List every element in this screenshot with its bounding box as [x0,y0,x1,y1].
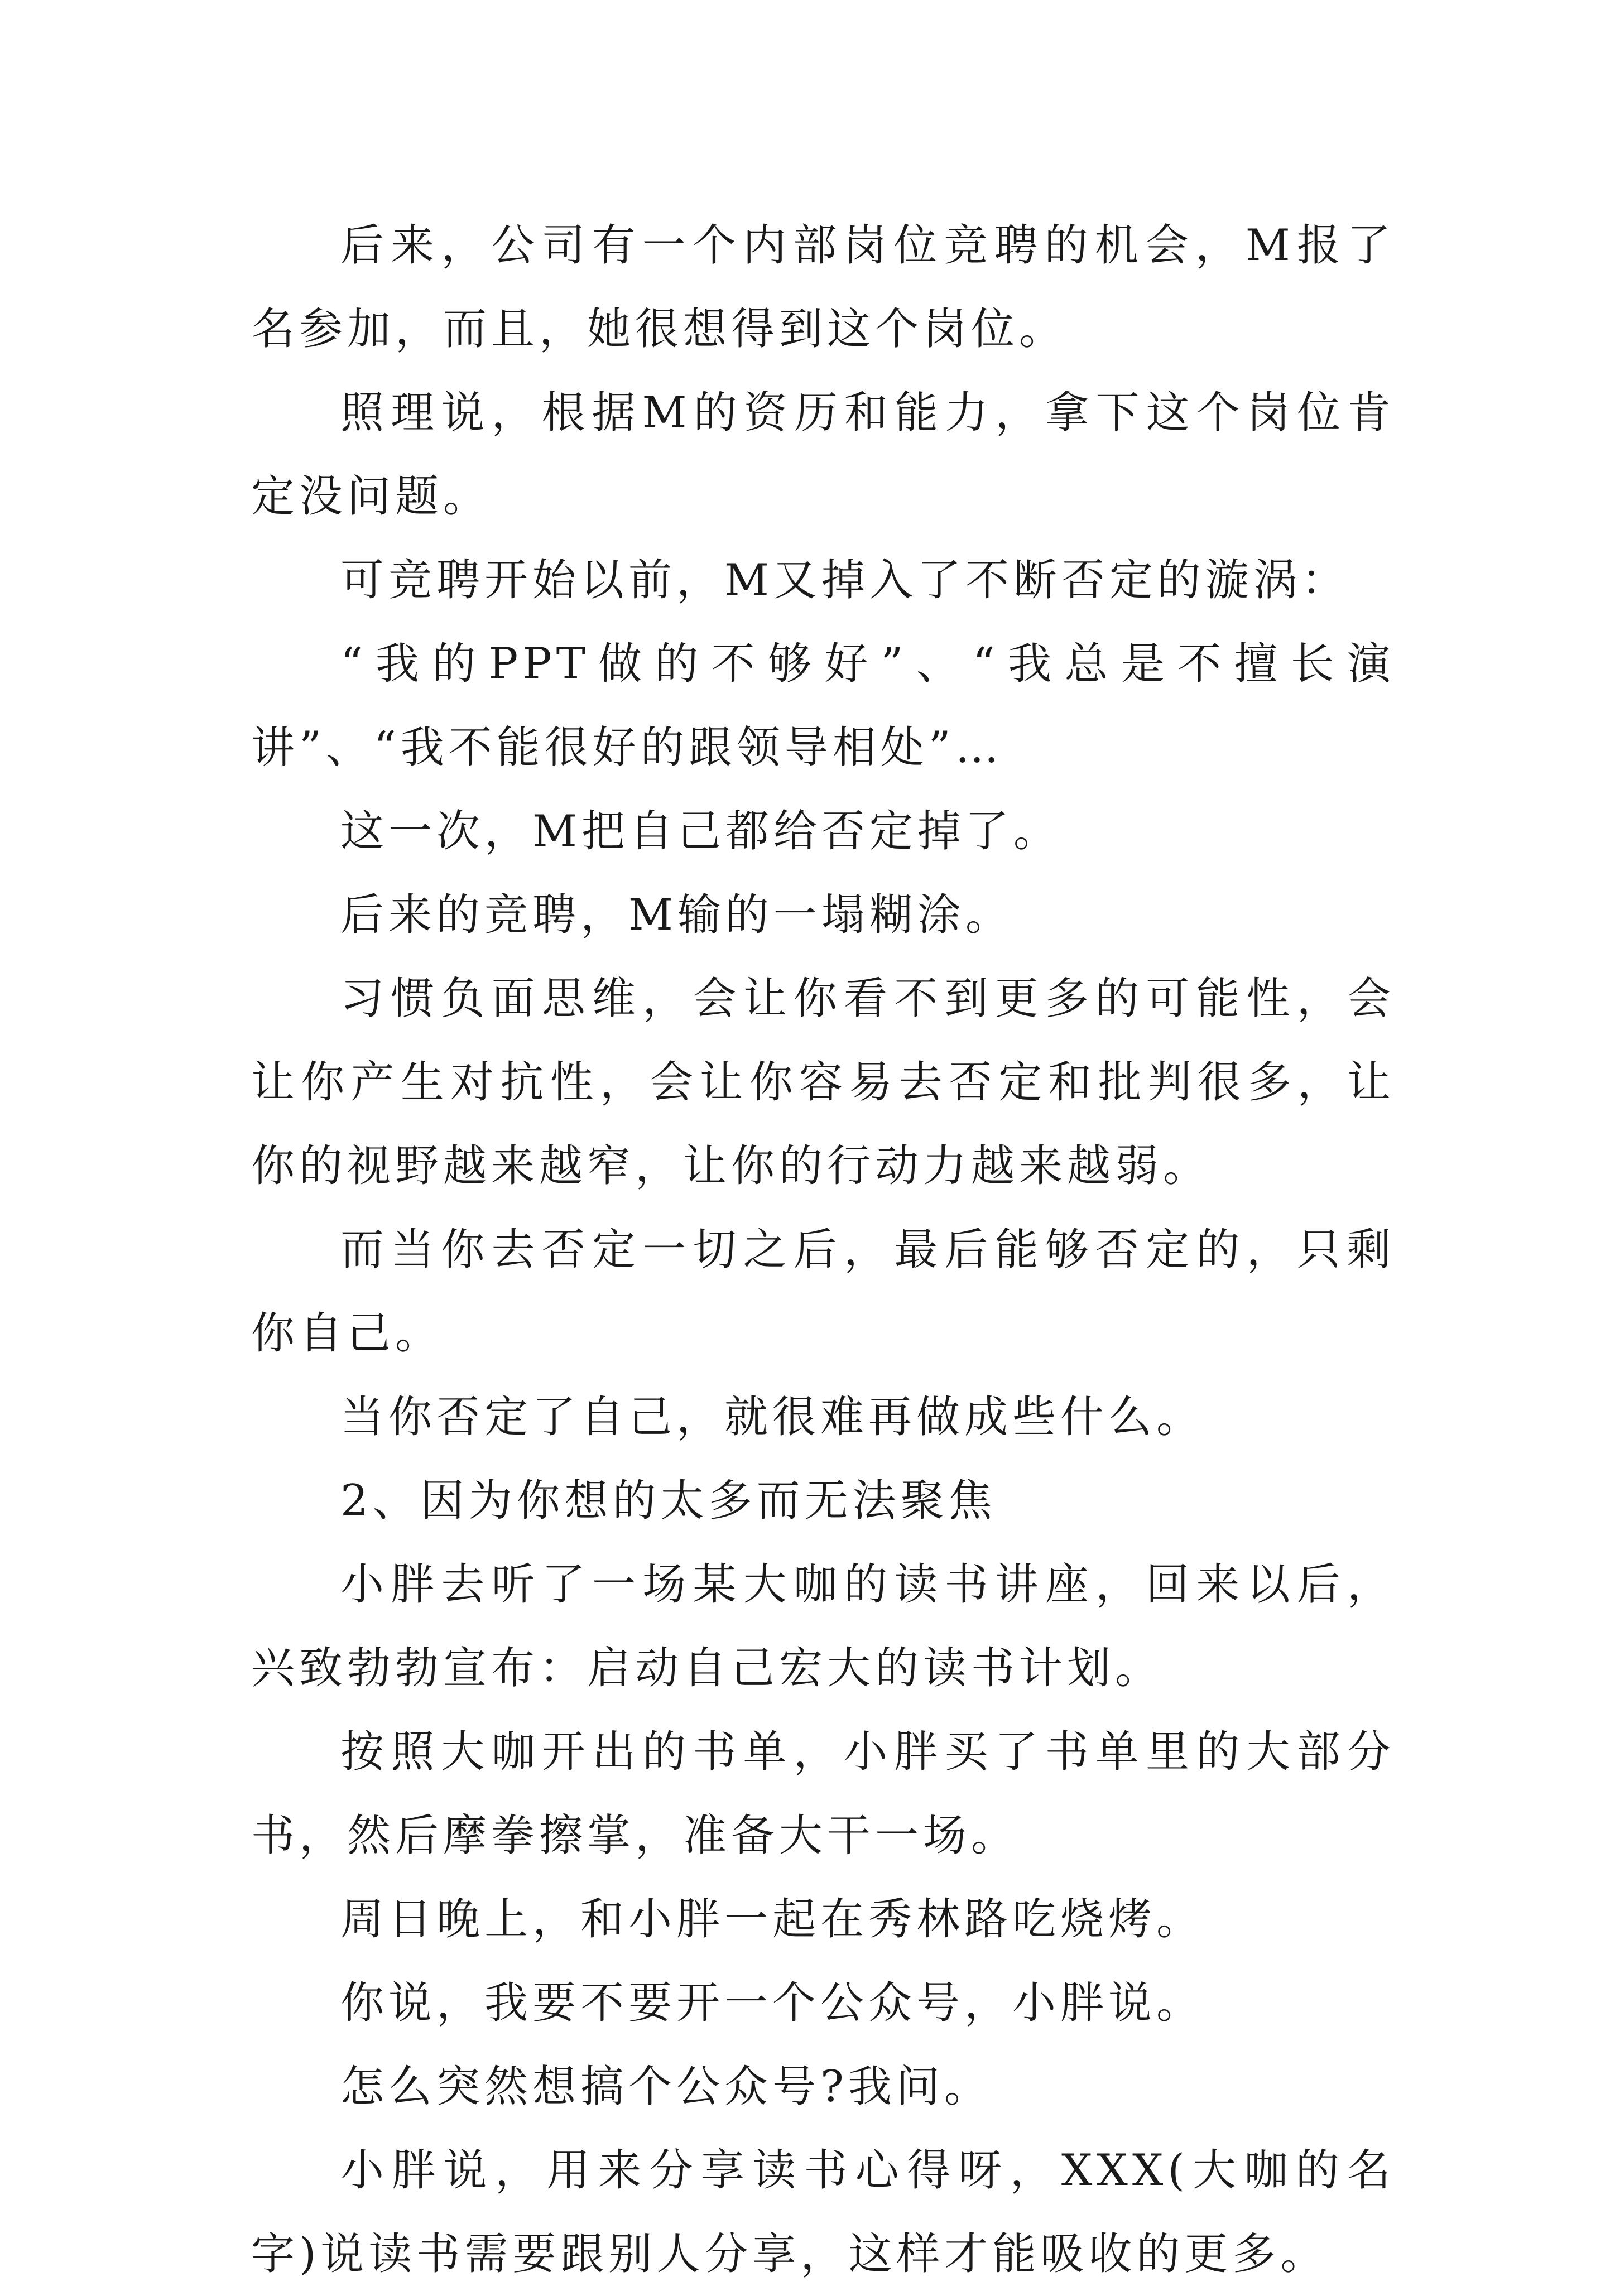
paragraph: 周日晚上，和小胖一起在秀林路吃烧烤。 [340,1894,1205,1944]
paragraph: “我的PPT做的不够好”、“我总是不擅长演讲”、“我不能很好的跟领导相处”… [251,639,1395,773]
paragraph: 你说，我要不要开一个公众号，小胖说。 [340,1978,1205,2028]
paragraph: 小胖说，用来分享读书心得呀，XXX(大咖的名字)说读书需要跟别人分享，这样才能吸收的更多。 [251,2145,1395,2279]
paragraph: 照理说，根据M的资历和能力，拿下这个岗位肯定没问题。 [251,388,1395,522]
paragraph: 习惯负面思维，会让你看不到更多的可能性，会让你产生对抗性，会让你容易去否定和批判很多，让你的视野越来越窄，让你的行动力越来越弱。 [251,974,1395,1191]
paragraph: 当你否定了自己，就很难再做成些什么。 [340,1392,1205,1442]
paragraph: 小胖去听了一场某大咖的读书讲座，回来以后，兴致勃勃宣布：启动自己宏大的读书计划。 [251,1559,1395,1693]
paragraph: 怎么突然想搞个公众号?我问。 [340,2062,992,2112]
paragraph: 按照大咖开出的书单，小胖买了书单里的大部分书，然后摩拳擦掌，准备大干一场。 [251,1727,1395,1861]
document-body [251,204,1395,2296]
paragraph: 后来的竞聘，M输的一塌糊涂。 [340,890,1013,940]
paragraph: 后来，公司有一个内部岗位竞聘的机会，M报了名参加，而且，她很想得到这个岗位。 [251,220,1395,354]
paragraph: 可竞聘开始以前，M又掉入了不断否定的漩涡： [340,555,1349,605]
paragraph: 这一次，M把自己都给否定掉了。 [340,806,1061,856]
section-heading: 2、因为你想的太多而无法聚焦 [340,1476,997,1526]
paragraph: 而当你去否定一切之后，最后能够否定的，只剩你自己。 [251,1225,1395,1359]
